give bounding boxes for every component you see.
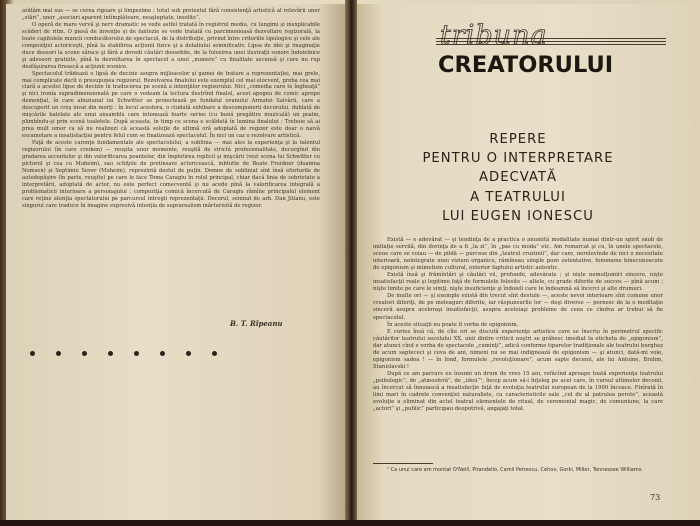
left-paragraph: Spectacolul trădează o lipsă de decizie asupra mijloacelor şi gamei de tratare a reprezentaţiei, mai grele, mai complicate decît o presupunea regizorul. Rezolvarea finalului este exemplul cel mai elocvent, proba cea mai clară a acestei lipse de decizie în traducerea pe scenă a intenţiilor regizorului. Nici „comedia care te îngheaţă” şi nici ironia supradimensionată pe care o vedeam la lectura ilustrînd finalul, acest apogeu de comic apropo demenţial, în care abuziunul lui Schwitter se proiectează pe fundalul ovanului Armatei Salvării, care a descoperit un creş invat din morţi : în locul acestora, o ciudată exhibare a descompunerii decorului, dublată de mişcările balelate ale unui ansamblu care intonează foarte serios (cu bună pregătire muzicală) un psalm, plimbîndu-şi prin scenă toaletele. După aceasta, în timp ce scena e scăldată în lumina finalului : Trebuie să ai prea mult umor ca să nu realizezi că această soluţie de ultimă oră adoptată de regizor este doar o naivă escamotare a insatisfacţiei pentru felul cum se finalizează spectacolul. În nici un caz o rezolvare artistică. <box>22 70 320 140</box>
dot <box>186 351 191 356</box>
book-spine <box>345 0 357 526</box>
footnote: ¹ Ca unul care am montat O'Neill, Pirandello, Camil Petrescu, Cehov, Gorki, Miller, Tennessee Williams. <box>387 467 643 473</box>
left-paragraph: Faţă de aceste carenţe fundamentale ale spectacolului, a sublinia — mai ales la experienţa şi la talentul regizorului (în care credem) — reuşita unor momente, reuşită de strictă profesionalitate, decurgînd din gradarea accentelor şi din valorificarea poantelor, din împletirea replicii şi mişcării (vezi scena lui Schwitter cu pictorul şi cea cu Muheim), sau schiţele de pretinsare actoricească, inbtutte de Beate Freidner (doamna Nomsen) şi Septimiu Sever (Muheim), reprezintă destul de puţin. Demne de subliniat sînt însă eforturile de autodepăşire (în parte, reuşite) pe care le face Toma Caragiu în rolul principal, chiar dacă linia de sobrietate a interpretării, adoptată de actor, nu este perfect comecventă şi nu acede pînă la valorificarea integrală a problematicii interioare a personajului ; compoziţia comică încercată de Caragiu rămîne principalul element care reţine atenţia spectatorului pe parcursul întregii reprezentaţii. Decorul, semnat de arh. Dan Jitianu, este singurul care traduce în imagine expresivă intenţia de suprarealism mărturisită de regizor. <box>22 140 320 209</box>
left-paragraph: O operă de mare vervă şi nerv dramatic se vede astfel tratată în registrul mediu, cu lungimi şi inexplicabile scăderi de ritm. O piesă de invenţie şi de fantezie se vede tratată cu parcimonioasă dezvoltare regizorală, la toate capitolele muncii conducătorului de spectacol, de la distribuţie, privind între criteriile tipologice şi cele ale compoziţiei actoriceşti, pînă la stabilirea acţiunii fizice şi a detaliului semnificativ. Lipsa de idei şi imaginaţie duce deseori la scene sărace şi fără a dovedi căutări deosebite, de la folosirea unei ilustraţii sonore îndoielnice şi adeseori gratuite, pînă la dezvoltarea în spectacol a unui „numere” cu finalitate ascunsă şi care nu rup desfăşurarea firească a acţiunii scenice. <box>22 21 320 70</box>
dot <box>30 351 35 356</box>
dot <box>134 351 139 356</box>
page-number: 73 <box>650 493 661 502</box>
right-paragraph: Există — e adevărat — şi tendinţa de a practica o anumită modalitate numai dintr-un spirit snob de imitaţie servilă, din dorinţa de a fi „la zi”, în „pas cu moda” etc. Am remarcat şi cu, în unele spectacole, scene care se voiau — de pildă — purcese din „teatrul cruzimii”, dar care, nerelevînde de nici o necesitate interioară, neintegrate unei viziuni organice, rămîneau simple poze ostentative, fenomene binecunoscute de epigonism şi mimetism cultural, exterior faptului artistic autentic. <box>373 237 663 272</box>
left-article-body <box>22 8 320 210</box>
dot <box>160 351 165 356</box>
right-paragraph: E curios însă că, de cîte ori se discută experienţe artistice care se înscriu în perimetrul specific căutărilor teatrului secolului XX, unii dintre criticii noştri se grăbesc imediat la eticheta de „epigonism”, dar atunci cînd e vorba de spectacole „cuminţi”, adică conforme tiparelor tradiţionale ale teatrului burghez de acum saptececi şi ceva de ani, nimeni nu se mai indignează de epigonism — şi atunci, dată-mi voie, epigonism sadea ! — în fond, formulele „revoluţionare”, acum sapte decenii, ale lui Antoine, Brahm, Stanislavski ! <box>373 328 663 370</box>
dot <box>212 351 217 356</box>
right-paragraph: Există însă şi frămîntări şi căutări vii, profunde, adevărate ; şi nişte nemulţumiri sincere, nişte insatisfacţii reale şi legitime faţă de formulele folosite — altele, cu grade diferite de succes — pînă acum ; nişte limite pe care le simţi, nişte insuficienţe şi îndoieli care te îndeamnă să încerci şi alte drumuri. <box>373 272 663 293</box>
section-header-creatorului: CREATORULUI <box>438 52 614 78</box>
title-line: LUI EUGEN IONESCU <box>442 208 594 224</box>
author-signature: B. T. Rîpeanu <box>230 319 283 328</box>
dot <box>82 351 87 356</box>
footnote-divider <box>373 463 433 464</box>
right-article-body <box>373 237 663 413</box>
title-line: PENTRU O INTERPRETARE <box>422 151 614 167</box>
title-line: ADECVATĂ <box>479 170 557 186</box>
dot <box>108 351 113 356</box>
right-paragraph: În aceste situaţii nu poate fi vorba de epigonism. <box>387 321 519 328</box>
dot <box>56 351 61 356</box>
decorative-dot-row <box>30 348 330 360</box>
title-line: A TEATRULUI <box>470 189 566 205</box>
left-paragraph: arătăm mai sus — se cerea rigoare şi limpezime ; totul sub pretextul fără consistenţă artistică al relevării unor „stări”, unor „asocieri aparent întîmplătoare, neaşteptate, insolite”. <box>22 8 320 21</box>
title-line: REPERE <box>489 132 547 147</box>
bottom-edge <box>0 520 700 526</box>
article-title <box>368 130 668 226</box>
right-paragraph: După ce am parcurs eu însumi un drum de vreo 15 ani, refăcînd aproape toată experienţa teatrului „psihologic”, de „atmosferă”, de „ideii”¹, încep acum să-i înţeleg pe acei care, în cursul ultimelor decenii, au încercat să înnoiască a insatisfacţie faţă de evoluţia teatrului european de la 1900 încoace. Fixîrată în limi mari în cadrele convenţiei naturaliste, cu caracteristicile sale „cel de al patrulea perete”, această evoluţie a eliminat din actul teatral elementele de ritual, de ceremonial magic, de comuniune, la care „actori” şi „public” participau deopotrivă, angajaţi total. <box>373 370 663 413</box>
right-paragraph: De multe ori — şi exemple există din trecut sînt destule —, aceste nevoi interioare sînt comune unor creatori diferiţi, de pe meleaguri diferite, iar răspunsurile lor — deşi diverse — pornesc de la o meditaţie sinceră asupra aceloraşi insatisfacţii, asupra aceleiaşi probleme de ceea ce cîndva ar trebui să fie spectacolul. <box>373 293 663 321</box>
section-header-tribuna: tribuna <box>440 20 548 51</box>
